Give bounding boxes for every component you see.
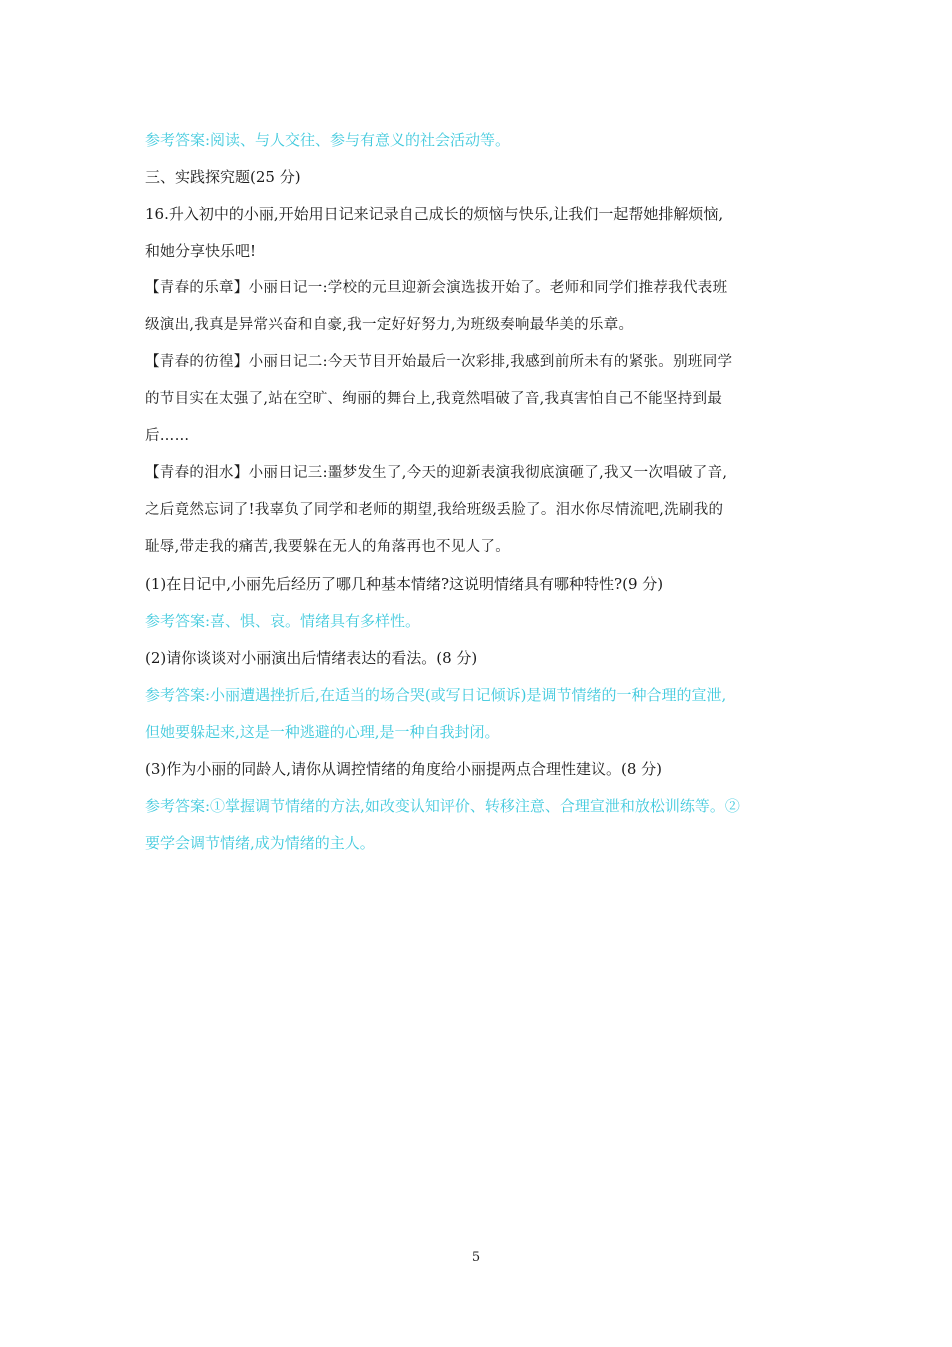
diary-3-line-2: 之后竟然忘词了!我辜负了同学和老师的期望,我给班级丢脸了。泪水你尽情流吧,洗刷我的 [145,502,724,518]
sub-question-2: (2)请你谈谈对小丽演出后情绪表达的看法。(8 分) [145,649,478,667]
sub-question-3: (3)作为小丽的同龄人,请你从调控情绪的角度给小丽提两点合理性建议。(8 分) [145,760,663,778]
document-body [145,122,815,862]
diary-1-line-1: 【青春的乐章】小丽日记一:学校的元旦迎新会演选拔开始了。老师和同学们推荐我代表班 [145,280,728,296]
page-number: 5 [471,1250,481,1265]
diary-2-line-2: 的节目实在太强了,站在空旷、绚丽的舞台上,我竟然唱破了音,我真害怕自己不能坚持到最 [145,391,723,407]
answer-3-line-1: 参考答案:①掌握调节情绪的方法,如改变认知评价、转移注意、合理宣泄和放松训练等。② [145,797,740,815]
diary-3-line-1: 【青春的泪水】小丽日记三:噩梦发生了,今天的迎新表演我彻底演砸了,我又一次唱破了音, [145,465,728,481]
diary-2-line-1: 【青春的彷徨】小丽日记二:今天节目开始最后一次彩排,我感到前所未有的紧张。别班同学 [145,354,733,370]
answer-1: 参考答案:喜、惧、哀。情绪具有多样性。 [145,612,421,630]
question-16-line-1: 16.升入初中的小丽,开始用日记来记录自己成长的烦恼与快乐,让我们一起帮她排解烦恼, [145,205,724,223]
answer-3-line-2: 要学会调节情绪,成为情绪的主人。 [145,834,375,852]
question-16-line-2: 和她分享快乐吧! [145,242,257,260]
answer-previous: 参考答案:阅读、与人交往、参与有意义的社会活动等。 [145,131,511,149]
sub-question-1: (1)在日记中,小丽先后经历了哪几种基本情绪?这说明情绪具有哪种特性?(9 分) [145,575,664,593]
section-title: 三、实践探究题(25 分) [145,168,301,186]
diary-1-line-2: 级演出,我真是异常兴奋和自豪,我一定好好努力,为班级奏响最华美的乐章。 [145,317,634,333]
diary-3-line-3: 耻辱,带走我的痛苦,我要躲在无人的角落再也不见人了。 [145,539,511,555]
diary-2-line-3: 后…… [145,428,190,444]
answer-2-line-2: 但她要躲起来,这是一种逃避的心理,是一种自我封闭。 [145,723,500,741]
answer-2-line-1: 参考答案:小丽遭遇挫折后,在适当的场合哭(或写日记倾诉)是调节情绪的一种合理的宣泄, [145,686,727,704]
